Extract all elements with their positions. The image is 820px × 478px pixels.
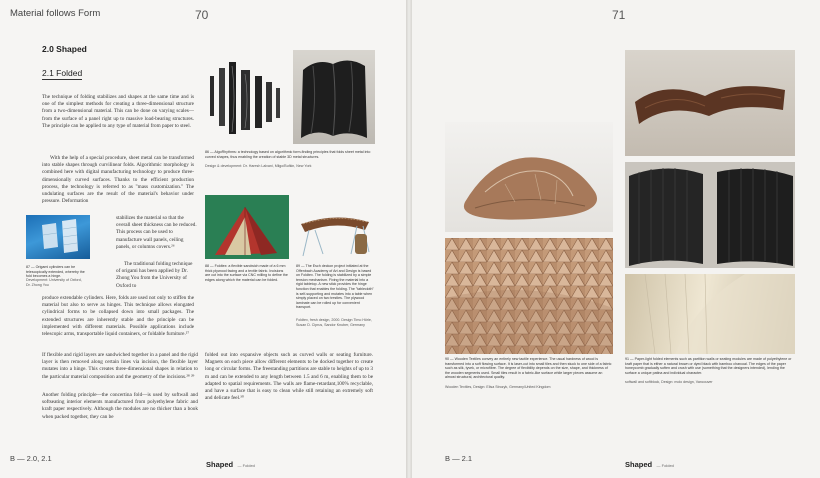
body-paragraph-4: If flexible and rigid layers are sandwiched together in a panel and the rigid layer is then removed along certain lines via incision, the flexible layer mutates into a hinge. This creates three-dimensional shapes in relation to the particular material composition and the geometry of the incisions.²⁸ ²⁹ <box>42 352 198 380</box>
caption-90: 90 — Wooden Textiles convey an entirely new tactile experience. The usual hardness of wood is transformed into a soft flowing surface. It is laser-cut into small tiles and then stuck to one side of a fabric such as silk, tyvek, or microfibre. The degree of flexibility depends on the size, shape, and thickness of the wooden segments used. Small tiles result in a fabric-like surface while larger pieces assume an almost structural, architectural quality. <box>445 357 612 380</box>
footer-code-left: B — 2.0, 2.1 <box>10 454 52 463</box>
softwall-light-image <box>625 274 795 354</box>
footer-section-sub: — Folded <box>237 463 255 468</box>
footer-code-right: B — 2.1 <box>445 454 473 463</box>
footer-section-sub-right: — Folded <box>656 463 674 468</box>
body-paragraph-3-cont: The traditional folding technique of origami has been applied by Dr. Zhong You from the University of Oxford to <box>116 261 193 289</box>
caption-87-credit: Development: University of Oxford, Dr. Zhong You <box>26 278 82 287</box>
intro-paragraph: The technique of folding stabilizes and shapes at the same time and is one of the simplest methods for creating a three-dimensional structure from a two-dimensional material. This can be done on varying scales—from the surface of a panel right up to massive load-bearing structures. The principle can be applied to any type of material from paper to steel. <box>42 94 194 129</box>
foldtex-image <box>205 195 289 259</box>
footer-section-right <box>625 454 674 472</box>
softblock-seat-image <box>625 50 795 156</box>
body-paragraph-2-cont: stabilizes the material so that the overall sheet thickness can be reduced. This process can be used to manufacture wall panels, ceiling panels, or columns covers.²⁶ <box>116 215 197 250</box>
body-paragraph-2: With the help of a special procedure, sheet metal can be transformed into stable shapes through curvilinear folds. Algorithmic morphology is combined here with digital manufacturing technology to produce three-dimensionally curved surfaces. Thanks to the efficient production process, the technology is referred to as "mass customization." The undulating surfaces are the result of the material's behavior under pressure. Deformation <box>42 155 194 205</box>
wooden-textile-drape-image <box>445 122 613 232</box>
caption-91: 91 — Paper-light folded elements such as partition walls or seating modules are made of polyethylene or kraft paper that is either a natural brown or dyed black with bamboo charcoal. The edges of the paper honeycomb gradually soften and crush with use (something that the designers intended), lending the surface a unique patina and individual character. <box>625 357 792 375</box>
footer-section-left <box>206 454 255 472</box>
body-paragraph-3: produce extendable cylinders. Here, folds are used not only to stiffen the material but also to serve as hinges. This technique allows elongated cylindrical forms to be collapsed down into small packages. The extended structures are inherently stable and the principle can be implemented with different materials. Possible applications include telescopic arms, transportable liquid containers, or foldable furniture.²⁷ <box>42 295 194 338</box>
caption-86-credit: Design & development: Dr. Haresh Lalvani, Milgo/Bufkin, New York <box>205 164 312 168</box>
running-head: Material follows Form <box>10 8 101 19</box>
caption-90-credit: Wooden Textiles, Design: Elisa Strozyk, Germany/United Kingdom <box>445 385 551 389</box>
footer-section-title: Shaped <box>206 460 234 469</box>
body-paragraph-5: Another folding principle—the concertina fold—is used by softwall and softseating interior elements manufactured from polyethylene fabric and kraft paper respectively. Although the modules are no thicker than a book when packed together, they can be <box>42 392 198 420</box>
caption-89-credit: Foldtex, fresh design, 2000. Design Timo Hörle, Susan D. Ciprus, Sandor Knuber, Germany <box>296 318 372 327</box>
page-number-right: 71 <box>612 8 626 22</box>
foldtex-table-image <box>295 208 375 260</box>
softwall-black-image <box>625 162 795 268</box>
body-column-2: folded out into expansive objects such as curved walls or seating furniture. Magnets on each piece allow different elements to be docked together to create long or circular forms. The freestanding partitions are stable to heights of up to 3 m and can be extended to any length between 1.5 and 6 m, enabling them to be adapted to spatial requirements. The walls are flame-retardant,100% recyclable, and have a surface that is easy to clean while still retaining an extremely soft and delicate feel.³⁰ <box>205 352 373 402</box>
origami-cylinder-image <box>26 215 90 259</box>
page-number-left: 70 <box>195 8 209 22</box>
algorhythms-image-2 <box>293 50 375 144</box>
algorhythms-image-1 <box>205 62 289 144</box>
caption-87: 87 — Origami cylinders can be telescopically extended, whereby the fold becomes a hinge. <box>26 265 85 279</box>
wooden-textile-pattern-image <box>445 238 613 354</box>
footer-section-title-right: Shaped <box>625 460 653 469</box>
caption-89: 89 — The Esch deckon project initiated at the Offenbach Academy of Art and Design is based on Foldtex. The folding is stabilized by a simple tension mechanism. Fixing the material into a rigid tabletop. A new stick provides the hinge function that enables the folding. The "tablecloth" is self-supporting and mutates into a table when simply placed on two trestles. The plywood laminate can be rolled up for convenient transport. <box>296 264 374 310</box>
caption-88: 88 — Foldtex: a flexible sandwich made of a 6 mm thick plywood facing and a textile fabric. Incisions are cut into the surface via CNC milling to define the edges along which the material can be folded. <box>205 264 288 282</box>
subsection-heading: 2.1 Folded <box>42 68 83 78</box>
section-heading: 2.0 Shaped <box>42 44 87 54</box>
caption-86: 86 — AlgoRhythms: a technology based on algorithmic form-finding principles that folds sheet metal into curved shapes, thus enabling the creation of stable 3D metal structures. <box>205 150 371 159</box>
left-page <box>0 0 406 478</box>
right-page <box>412 0 820 478</box>
caption-91-credit: softwall and softblock, Design: molo design, Vancouver <box>625 380 713 384</box>
